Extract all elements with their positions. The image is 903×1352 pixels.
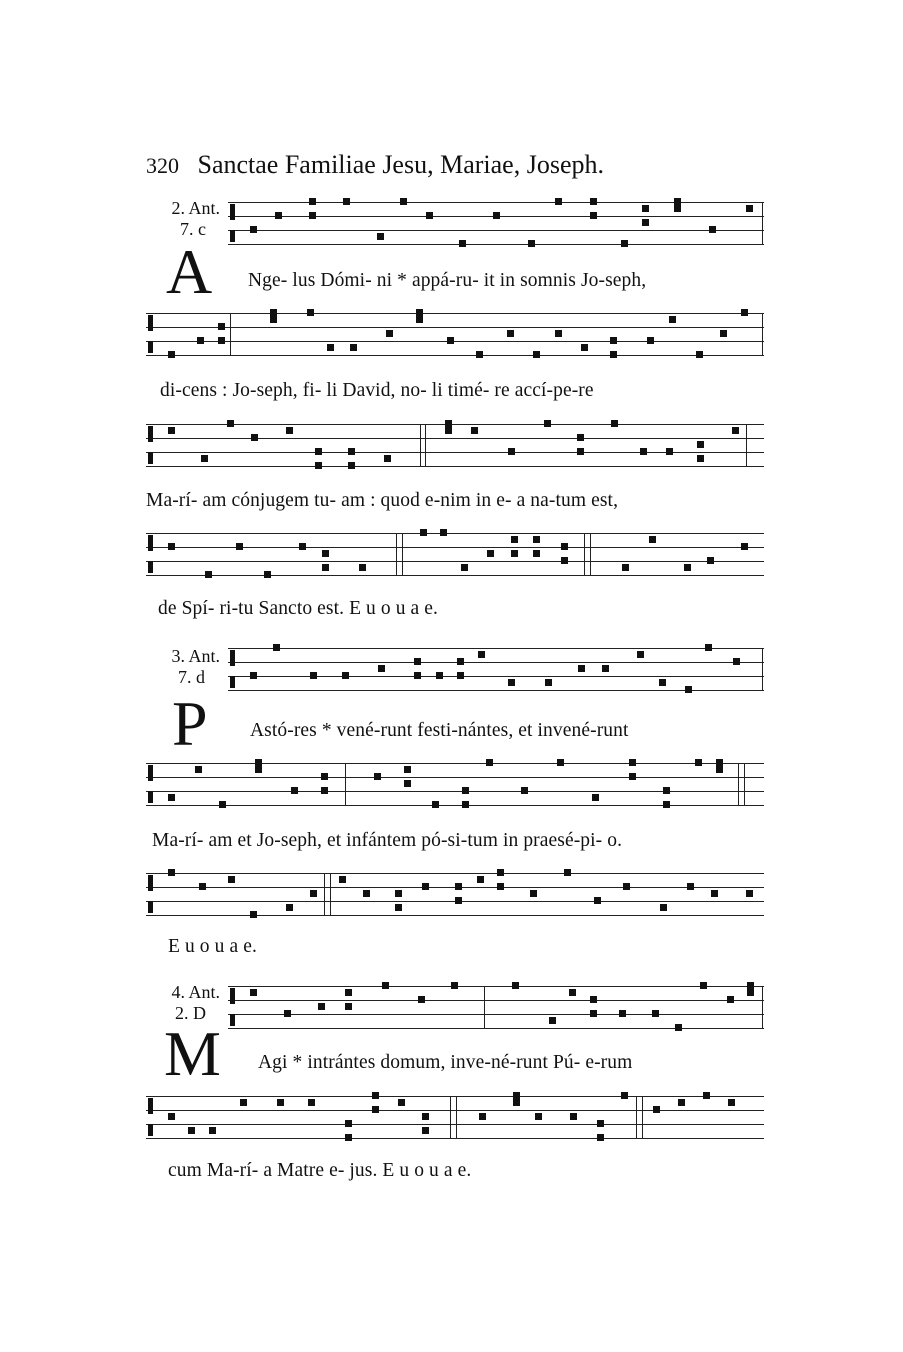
- neume-note: [741, 309, 748, 316]
- neume-note: [577, 434, 584, 441]
- neume-note: [432, 801, 439, 808]
- neume-note: [597, 1120, 604, 1127]
- staff-line: [228, 1028, 764, 1029]
- lyric-line: Agi * intrántes domum, inve-né-runt Pú- e-rum: [258, 1052, 633, 1073]
- neume-note: [309, 212, 316, 219]
- neume-note: [318, 1003, 325, 1010]
- neume-note: [250, 989, 257, 996]
- clef-icon: [148, 341, 153, 353]
- neume-note: [199, 883, 206, 890]
- neume-note: [629, 759, 636, 766]
- antiphon-number: 4. Ant.: [171, 982, 220, 1002]
- neume-note: [343, 198, 350, 205]
- neume-note: [555, 198, 562, 205]
- neume-note: [669, 316, 676, 323]
- clef-icon: [148, 452, 153, 464]
- neume-note: [209, 1127, 216, 1134]
- clef-icon: [148, 315, 153, 331]
- neume-note: [436, 672, 443, 679]
- neume-note: [674, 198, 681, 205]
- neume-note: [440, 529, 447, 536]
- clef-icon: [148, 1098, 153, 1114]
- neume-note: [400, 198, 407, 205]
- neume-note: [168, 351, 175, 358]
- neume-note: [497, 883, 504, 890]
- neume-note: [240, 1099, 247, 1106]
- staff-line: [228, 230, 764, 231]
- clef-icon: [148, 765, 153, 781]
- neume-note: [218, 323, 225, 330]
- neume-note: [315, 462, 322, 469]
- bar-line: [738, 763, 739, 805]
- neume-note: [420, 529, 427, 536]
- bar-line: [762, 313, 763, 355]
- neume-note: [716, 766, 723, 773]
- neume-note: [168, 869, 175, 876]
- staff-line: [228, 986, 764, 987]
- neume-note: [345, 989, 352, 996]
- neume-note: [236, 543, 243, 550]
- neume-note: [445, 420, 452, 427]
- neume-note: [508, 679, 515, 686]
- neume-note: [592, 794, 599, 801]
- neume-note: [629, 773, 636, 780]
- neume-note: [168, 543, 175, 550]
- neume-note: [705, 644, 712, 651]
- staff-line: [146, 873, 764, 874]
- antiphon-mode: 7. d: [178, 667, 205, 687]
- neume-note: [530, 890, 537, 897]
- staff-line: [146, 1110, 764, 1111]
- neume-note: [348, 448, 355, 455]
- neume-note: [621, 240, 628, 247]
- neume-note: [512, 982, 519, 989]
- staff-line: [146, 533, 764, 534]
- neume-note: [732, 427, 739, 434]
- neume-note: [321, 773, 328, 780]
- neume-note: [535, 1113, 542, 1120]
- neume-note: [747, 982, 754, 989]
- neume-note: [310, 890, 317, 897]
- bar-line: [345, 763, 346, 805]
- neume-note: [610, 351, 617, 358]
- clef-icon: [230, 1014, 235, 1026]
- neume-note: [382, 982, 389, 989]
- clef-icon: [148, 426, 153, 442]
- bar-line: [396, 533, 397, 575]
- neume-note: [561, 543, 568, 550]
- neume-note: [188, 1127, 195, 1134]
- neume-note: [384, 455, 391, 462]
- staff-line: [146, 575, 764, 576]
- neume-note: [250, 911, 257, 918]
- bar-line: [330, 873, 331, 915]
- clef-icon: [230, 650, 235, 666]
- staff-line: [228, 690, 764, 691]
- neume-note: [703, 1092, 710, 1099]
- neume-note: [674, 205, 681, 212]
- staff-line: [228, 1014, 764, 1015]
- neume-note: [386, 330, 393, 337]
- neume-note: [487, 550, 494, 557]
- neume-note: [569, 989, 576, 996]
- neume-note: [277, 1099, 284, 1106]
- clef-icon: [148, 791, 153, 803]
- neume-note: [205, 571, 212, 578]
- neume-note: [339, 876, 346, 883]
- bar-line: [230, 313, 231, 355]
- lyric-line: di-cens : Jo-seph, fi- li David, no- li timé- re accí-pe-re: [160, 380, 594, 401]
- neume-note: [660, 904, 667, 911]
- staff-line: [146, 424, 764, 425]
- bar-line: [590, 533, 591, 575]
- neume-note: [649, 536, 656, 543]
- staff-line: [146, 763, 764, 764]
- bar-line: [642, 1096, 643, 1138]
- neume-note: [286, 904, 293, 911]
- neume-note: [308, 1099, 315, 1106]
- neume-note: [555, 330, 562, 337]
- neume-note: [291, 787, 298, 794]
- neume-note: [597, 1134, 604, 1141]
- neume-note: [619, 1010, 626, 1017]
- neume-note: [327, 344, 334, 351]
- neume-note: [459, 240, 466, 247]
- bar-line: [402, 533, 403, 575]
- neume-note: [447, 337, 454, 344]
- neume-note: [471, 427, 478, 434]
- neume-note: [621, 1092, 628, 1099]
- neume-note: [350, 344, 357, 351]
- antiphon-initial: P: [172, 688, 208, 759]
- neume-note: [345, 1003, 352, 1010]
- neume-note: [678, 1099, 685, 1106]
- staff-line: [146, 313, 764, 314]
- neume-note: [416, 309, 423, 316]
- neume-note: [416, 316, 423, 323]
- neume-note: [255, 766, 262, 773]
- neume-note: [594, 897, 601, 904]
- neume-note: [299, 543, 306, 550]
- neume-note: [462, 801, 469, 808]
- neume-note: [741, 543, 748, 550]
- neume-note: [533, 550, 540, 557]
- neume-note: [570, 1113, 577, 1120]
- neume-note: [733, 658, 740, 665]
- neume-note: [727, 996, 734, 1003]
- bar-line: [762, 986, 763, 1028]
- page-number: 320: [146, 153, 179, 178]
- neume-note: [507, 330, 514, 337]
- bar-line: [450, 1096, 451, 1138]
- neume-note: [227, 420, 234, 427]
- bar-line: [584, 533, 585, 575]
- neume-note: [642, 219, 649, 226]
- neume-note: [270, 309, 277, 316]
- staff-line: [146, 805, 764, 806]
- neume-note: [422, 1113, 429, 1120]
- neume-note: [422, 1127, 429, 1134]
- neume-note: [685, 686, 692, 693]
- neume-note: [270, 316, 277, 323]
- neume-note: [533, 536, 540, 543]
- lyric-line: cum Ma-rí- a Matre e- jus. E u o u a e.: [168, 1160, 472, 1181]
- neume-note: [697, 455, 704, 462]
- staff-line: [146, 327, 764, 328]
- staff-line: [146, 791, 764, 792]
- neume-note: [533, 351, 540, 358]
- clef-icon: [148, 1124, 153, 1136]
- neume-note: [168, 794, 175, 801]
- clef-icon: [230, 676, 235, 688]
- neume-note: [251, 434, 258, 441]
- neume-note: [511, 550, 518, 557]
- neume-note: [418, 996, 425, 1003]
- page-title: Sanctae Familiae Jesu, Mariae, Joseph.: [197, 150, 604, 179]
- neume-note: [363, 890, 370, 897]
- antiphon-number: 2. Ant.: [171, 198, 220, 218]
- clef-icon: [230, 230, 235, 242]
- antiphon-initial: A: [166, 236, 213, 307]
- neume-note: [642, 205, 649, 212]
- neume-note: [457, 658, 464, 665]
- neume-note: [476, 351, 483, 358]
- neume-note: [528, 240, 535, 247]
- neume-note: [707, 557, 714, 564]
- neume-note: [695, 759, 702, 766]
- staff-line: [146, 341, 764, 342]
- neume-note: [684, 564, 691, 571]
- neume-note: [647, 337, 654, 344]
- neume-note: [255, 759, 262, 766]
- neume-note: [602, 665, 609, 672]
- neume-note: [581, 344, 588, 351]
- neume-note: [590, 1010, 597, 1017]
- staff-line: [146, 1096, 764, 1097]
- staff-line: [146, 1138, 764, 1139]
- neume-note: [414, 672, 421, 679]
- neume-note: [359, 564, 366, 571]
- neume-note: [395, 904, 402, 911]
- antiphon-initial: M: [164, 1018, 221, 1089]
- staff-line: [228, 1000, 764, 1001]
- neume-note: [545, 679, 552, 686]
- neume-note: [374, 773, 381, 780]
- neume-note: [378, 665, 385, 672]
- neume-note: [422, 883, 429, 890]
- neume-note: [455, 883, 462, 890]
- lyric-line: Astó-res * vené-runt festi-nántes, et invené-runt: [250, 720, 629, 741]
- neume-note: [711, 890, 718, 897]
- clef-icon: [148, 901, 153, 913]
- page-header: [146, 150, 604, 180]
- neume-note: [219, 801, 226, 808]
- neume-note: [322, 550, 329, 557]
- neume-note: [315, 448, 322, 455]
- neume-note: [345, 1120, 352, 1127]
- neume-note: [746, 890, 753, 897]
- neume-note: [663, 787, 670, 794]
- neume-note: [404, 766, 411, 773]
- neume-note: [513, 1099, 520, 1106]
- neume-note: [197, 337, 204, 344]
- neume-note: [457, 672, 464, 679]
- neume-note: [578, 665, 585, 672]
- bar-line: [456, 1096, 457, 1138]
- lyric-line: Ma-rí- am et Jo-seph, et infántem pó-si-tum in praesé-pi- o.: [152, 830, 623, 851]
- neume-note: [637, 651, 644, 658]
- bar-line: [324, 873, 325, 915]
- neume-note: [461, 564, 468, 571]
- neume-note: [521, 787, 528, 794]
- neume-note: [497, 869, 504, 876]
- bar-line: [744, 763, 745, 805]
- neume-note: [321, 787, 328, 794]
- neume-note: [590, 996, 597, 1003]
- neume-note: [395, 890, 402, 897]
- staff-line: [228, 676, 764, 677]
- antiphon-mode: 2. D: [175, 1003, 206, 1023]
- neume-note: [666, 448, 673, 455]
- neume-note: [622, 564, 629, 571]
- staff-line: [146, 777, 764, 778]
- neume-note: [168, 427, 175, 434]
- neume-note: [228, 876, 235, 883]
- staff-line: [228, 244, 764, 245]
- neume-note: [697, 441, 704, 448]
- bar-line: [746, 424, 747, 466]
- neume-note: [218, 337, 225, 344]
- neume-note: [462, 787, 469, 794]
- staff-line: [146, 561, 764, 562]
- clef-icon: [148, 561, 153, 573]
- neume-note: [426, 212, 433, 219]
- neume-note: [493, 212, 500, 219]
- neume-note: [275, 212, 282, 219]
- neume-note: [414, 658, 421, 665]
- neume-note: [342, 672, 349, 679]
- antiphon-number: 3. Ant.: [171, 646, 220, 666]
- bar-line: [762, 202, 763, 244]
- neume-note: [508, 448, 515, 455]
- bar-line: [636, 1096, 637, 1138]
- neume-note: [663, 801, 670, 808]
- neume-note: [746, 205, 753, 212]
- bar-line: [484, 986, 485, 1028]
- neume-note: [652, 1010, 659, 1017]
- neume-note: [728, 1099, 735, 1106]
- neume-note: [345, 1134, 352, 1141]
- neume-note: [640, 448, 647, 455]
- lyric-line: Nge- lus Dómi- ni * appá-ru- it in somnis Jo-seph,: [248, 270, 647, 291]
- neume-note: [201, 455, 208, 462]
- clef-icon: [148, 875, 153, 891]
- neume-note: [479, 1113, 486, 1120]
- neume-note: [348, 462, 355, 469]
- neume-note: [611, 420, 618, 427]
- neume-note: [544, 420, 551, 427]
- staff-line: [146, 915, 764, 916]
- neume-note: [610, 337, 617, 344]
- neume-note: [716, 759, 723, 766]
- lyric-line: de Spí- ri-tu Sancto est. E u o u a e.: [158, 598, 438, 619]
- neume-note: [577, 448, 584, 455]
- neume-note: [309, 198, 316, 205]
- neume-note: [377, 233, 384, 240]
- neume-note: [675, 1024, 682, 1031]
- neume-note: [307, 309, 314, 316]
- neume-note: [561, 557, 568, 564]
- neume-note: [310, 672, 317, 679]
- neume-note: [195, 766, 202, 773]
- lyric-line: E u o u a e.: [168, 936, 257, 957]
- neume-note: [590, 212, 597, 219]
- antiphon-mode: 7. c: [180, 219, 206, 239]
- neume-note: [623, 883, 630, 890]
- neume-note: [372, 1092, 379, 1099]
- staff-line: [146, 355, 764, 356]
- neume-note: [511, 536, 518, 543]
- neume-note: [687, 883, 694, 890]
- neume-note: [590, 198, 597, 205]
- neume-note: [747, 989, 754, 996]
- neume-note: [273, 644, 280, 651]
- staff-line: [146, 1124, 764, 1125]
- staff-line: [146, 466, 764, 467]
- clef-icon: [230, 988, 235, 1004]
- bar-line: [425, 424, 426, 466]
- neume-note: [264, 571, 271, 578]
- clef-icon: [148, 535, 153, 551]
- neume-note: [477, 876, 484, 883]
- neume-note: [659, 679, 666, 686]
- neume-note: [513, 1092, 520, 1099]
- neume-note: [168, 1113, 175, 1120]
- neume-note: [700, 982, 707, 989]
- neume-note: [284, 1010, 291, 1017]
- neume-note: [478, 651, 485, 658]
- neume-note: [720, 330, 727, 337]
- neume-note: [549, 1017, 556, 1024]
- neume-note: [404, 780, 411, 787]
- neume-note: [372, 1106, 379, 1113]
- staff-line: [228, 648, 764, 649]
- staff-line: [146, 438, 764, 439]
- neume-note: [322, 564, 329, 571]
- neume-note: [564, 869, 571, 876]
- bar-line: [762, 648, 763, 690]
- neume-note: [398, 1099, 405, 1106]
- neume-note: [709, 226, 716, 233]
- neume-note: [486, 759, 493, 766]
- neume-note: [653, 1106, 660, 1113]
- neume-note: [250, 672, 257, 679]
- neume-note: [696, 351, 703, 358]
- neume-note: [286, 427, 293, 434]
- neume-note: [451, 982, 458, 989]
- bar-line: [420, 424, 421, 466]
- neume-note: [455, 897, 462, 904]
- clef-icon: [230, 204, 235, 220]
- lyric-line: Ma-rí- am cónjugem tu- am : quod e-nim in e- a na-tum est,: [146, 490, 619, 511]
- neume-note: [557, 759, 564, 766]
- staff-line: [228, 662, 764, 663]
- neume-note: [250, 226, 257, 233]
- neume-note: [445, 427, 452, 434]
